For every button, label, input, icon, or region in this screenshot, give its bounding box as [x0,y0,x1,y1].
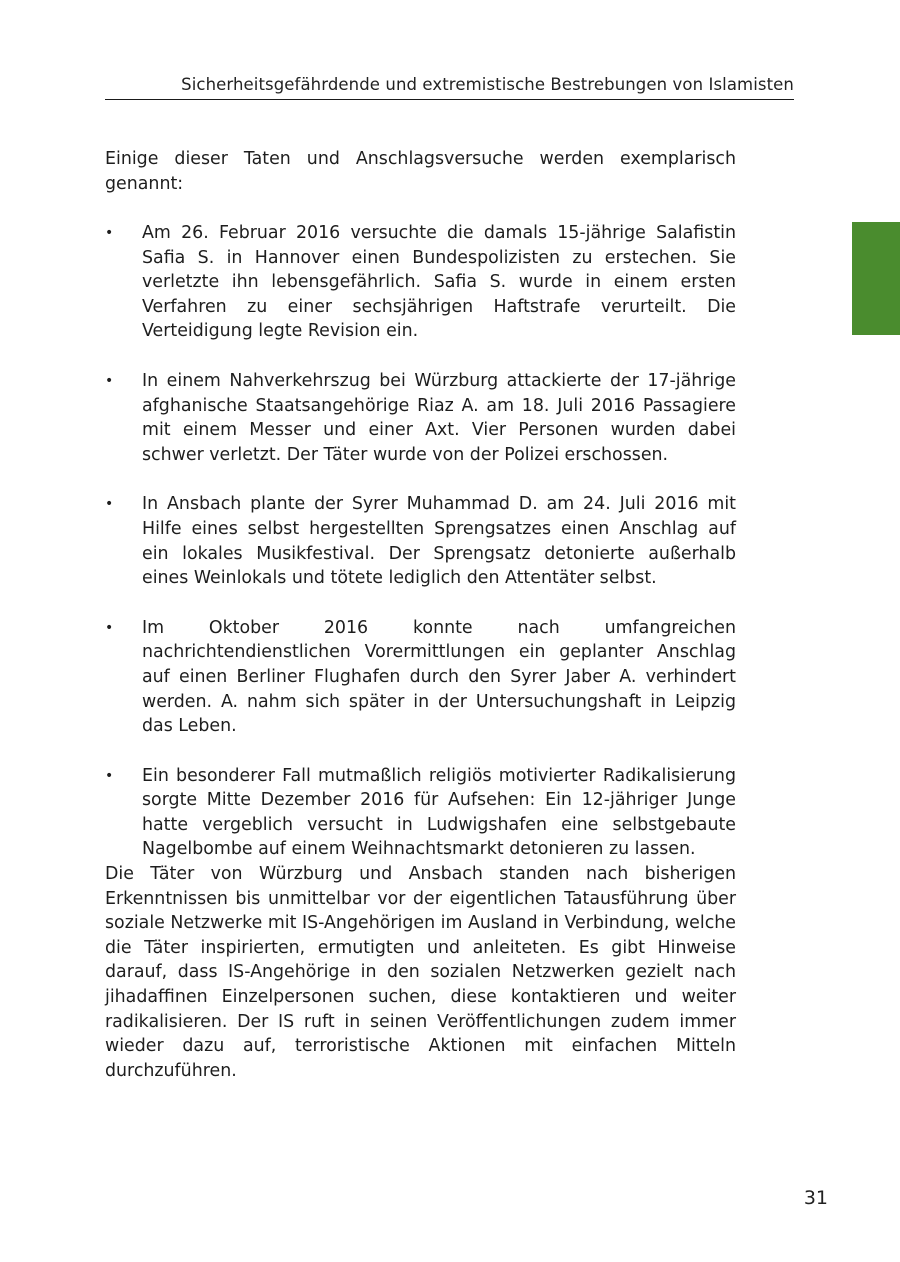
list-item-text: Am 26. Februar 2016 versuchte die damals 15-jährige Salafistin Safia S. in Hannover einen Bundespolizisten zu erstechen. Sie verletzte ihn lebensgefährlich. Safia S. wurde in einem ersten Verfahren zu einer sechsjährigen Haftstrafe verurteilt. Die Verteidigung legte Revision ein. [142,223,736,342]
running-header: Sicherheitsgefährdende und extremistische Bestrebungen von Islamisten [181,75,794,94]
list-item-text: Im Oktober 2016 konnte nach umfangreichen nachrichtendienstlichen Vorermittlungen ein geplanter Anschlag auf einen Berliner Flughafen durch den Syrer Jaber A. verhindert werden. A. nahm sich später in der Untersuchungshaft in Leipzig das Leben. [142,617,736,737]
intro-paragraph: Einige dieser Taten und Anschlagsversuche werden exemplarisch genannt: [105,149,736,194]
bullet-icon: • [105,496,114,513]
list-item [105,369,736,467]
list-item [105,492,736,590]
incident-list [105,221,736,887]
list-item [105,764,736,862]
bullet-icon: • [105,225,114,241]
list-item [105,221,736,344]
bullet-icon: • [105,372,114,389]
page-number: 31 [803,1187,828,1209]
header-rule [105,99,794,100]
list-item-text: In Ansbach plante der Syrer Muhammad D. am 24. Juli 2016 mit Hilfe eines selbst hergestellten Sprengsatzes einen Anschlag auf ein lokales Musikfestival. Der Sprengsatz detonierte außerhalb eines Weinlokals und tötete lediglich den Attentäter selbst. [142,494,736,589]
list-item [105,616,736,739]
list-item-text: Ein besonderer Fall mutmaßlich religiös motivierter Radikalisierung sorgte Mitte Dezember 2016 für Aufsehen: Ein 12-jähriger Junge hatte vergeblich versucht in Ludwigshafen eine selbstgebaute Nagelbombe auf einem Weihnachtsmarkt detonieren zu lassen. [142,765,736,860]
bullet-icon: • [105,619,114,636]
bullet-icon: • [105,767,114,784]
chapter-side-tab [852,222,900,335]
list-item-text: In einem Nahverkehrszug bei Würzburg attackierte der 17-jährige afghanische Staatsangehörige Riaz A. am 18. Juli 2016 Passagiere mit einem Messer und einer Axt. Vier Personen wurden dabei schwer verletzt. Der Täter wurde von der Polizei erschossen. [142,370,736,465]
closing-paragraph: Die Täter von Würzburg und Ansbach standen nach bisherigen Erkenntnissen bis unmittelbar vor der eigentlichen Tatausführung über soziale Netzwerke mit IS-Angehörigen im Ausland in Verbindung, welche die Täter inspirierten, ermutigten und anleiteten. Es gibt Hinweise darauf, dass IS-Angehörige in den sozialen Netzwerken gezielt nach jihadaffinen Einzelpersonen suchen, diese kontaktieren und weiter radikalisieren. Der IS ruft in seinen Veröffentlichungen zudem immer wieder dazu auf, terroristische Aktionen mit einfachen Mitteln durchzuführen. [105,864,736,1081]
